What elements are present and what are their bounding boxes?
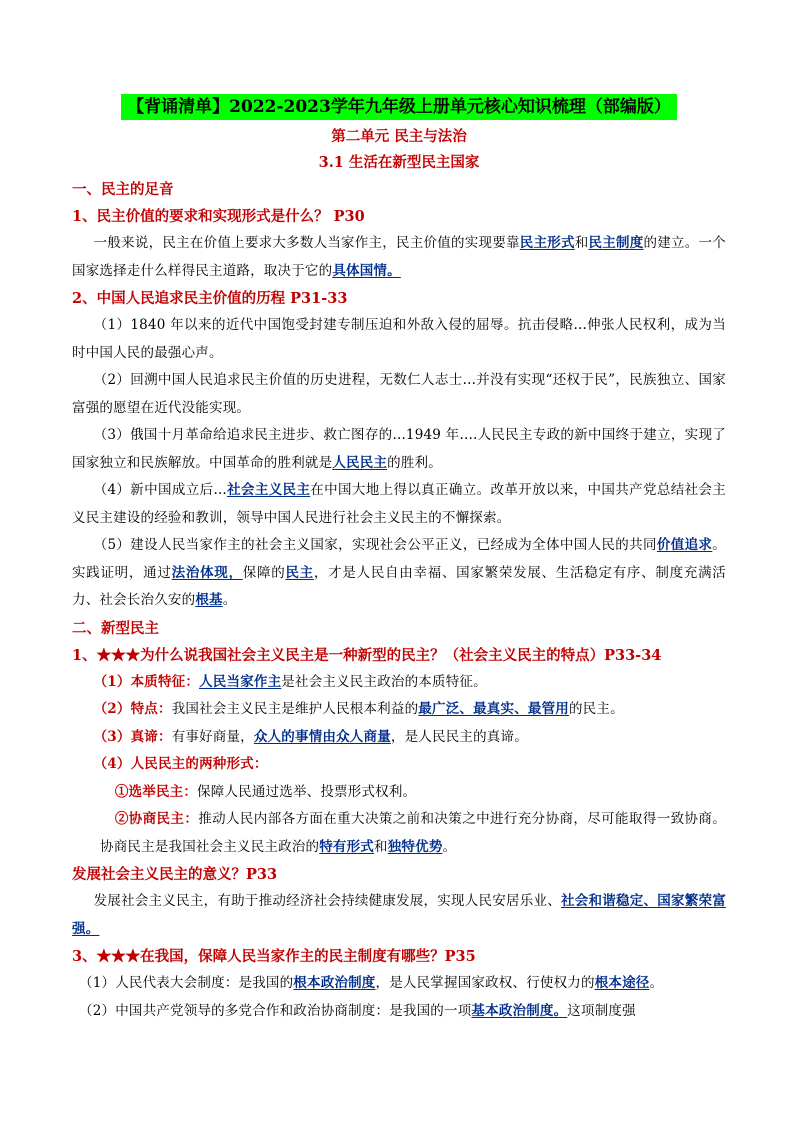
keyword: 独特优势 [387, 838, 443, 855]
item-3: （3）真谛：有事好商量，众人的事情由众人商量，是人民民主的真谛。 [93, 728, 528, 745]
keyword: 人民民主 [332, 454, 388, 471]
keyword: 众人的事情由众人商量 [253, 728, 391, 745]
question-4: 发展社会主义民主的意义？P33 [72, 866, 278, 883]
paragraph-1: （1）1840 年以来的近代中国饱受封建专制压迫和外敌入侵的屈辱。抗击侵略...伸张人民权利，成为当时中国人民的最强心声。 [72, 317, 726, 361]
lesson-heading: 3.1 生活在新型民主国家 [318, 154, 480, 171]
question-5: 3、★★★在我国，保障人民当家作主的民主制度有哪些？P35 [72, 948, 476, 965]
section-heading-2: 二、新型民主 [72, 619, 159, 637]
section-heading-1: 一、民主的足音 [72, 181, 174, 198]
keyword: 民主 [285, 564, 314, 581]
keyword: 特有形式 [319, 838, 375, 855]
keyword: 民主制度 [588, 235, 644, 251]
regime-1: （1）人民代表大会制度：是我国的根本政治制度，是人民掌握国家政权、行使权力的根本途径。 [79, 975, 664, 991]
item-2: （2）特点：我国社会主义民主是维护人民根本利益的最广泛、最真实、最管用的民主。 [93, 701, 624, 717]
keyword: 价值追求 [656, 537, 713, 553]
keyword: 根本途径 [594, 975, 650, 991]
keyword: 根本政治制度 [293, 975, 376, 991]
unit-heading: 第二单元 民主与法治 [331, 128, 467, 145]
keyword: 人民当家作主 [199, 673, 282, 690]
document-page [72, 94, 726, 1025]
title-row [72, 94, 726, 124]
answer-1: 一般来说，民主在价值上要求大多数人当家作主，民主价值的实现要靠民主形式和民主制度的建立。一个国家选择走什么样得民主道路，取决于它的具体国情。 [72, 235, 726, 279]
keyword: 基本政治制度。 [471, 1002, 568, 1019]
paragraph-4: （4）新中国成立后...社会主义民主在中国大地上得以真正确立。改革开放以来，中国共产党总结社会主义民主建设的经验和教训，领导中国人民进行社会主义民主的不懈探索。 [72, 482, 727, 526]
regime-2: （2）中国共产党领导的多党合作和政治协商制度：是我国的一项基本政治制度。这项制度强 [79, 1002, 636, 1019]
question-1: 1、民主价值的要求和实现形式是什么？ P30 [72, 208, 365, 225]
item-1: （1）本质特征：人民当家作主是社会主义民主政治的本质特征。 [93, 673, 487, 690]
star-rating: ★★★ [96, 948, 141, 965]
form-1: ①选举民主：保障人民通过选举、投票形式权利。 [114, 783, 417, 800]
paragraph-5: （5）建设人民当家作主的社会主义国家，实现社会公平正义，已经成为全体中国人民的共同价值追求。实践证明，通过法治体现，保障的民主，才是人民自由幸福、国家繁荣发展、生活稳定有序、制度充满活力、社会长治久安的根基。 [72, 537, 726, 608]
keyword: 民主形式 [519, 235, 575, 251]
paragraph-2: （2）回溯中国人民追求民主价值的历史进程，无数仁人志士...并没有实现“还权于民”，民族独立、国家富强的愿望在近代没能实现。 [72, 372, 726, 416]
keyword: 社会和谐稳定、国家繁荣富强。 [72, 893, 726, 937]
keyword: 法治体现， [171, 564, 243, 581]
document-title: 【背诵清单】2022-2023学年九年级上册单元核心知识梳理（部编版） [121, 94, 677, 120]
form-2: ②协商民主：推动人民内部各方面在重大决策之前和决策之中进行充分协商，尽可能取得一致协商。协商民主是我国社会主义民主政治的特有形式和独特优势。 [100, 811, 726, 855]
keyword: 社会主义民主 [226, 482, 311, 498]
item-4: （4）人民民主的两种形式： [93, 756, 268, 772]
keyword: 根基 [195, 592, 223, 608]
question-2: 2、中国人民追求民主价值的历程 P31-33 [72, 290, 348, 307]
keyword: 最广泛、最真实、最管用 [418, 701, 569, 717]
question-3: 1、★★★为什么说我国社会主义民主是一种新型的民主？（社会主义民主的特点）P33-34 [72, 646, 662, 664]
answer-4: 发展社会主义民主，有助于推动经济社会持续健康发展，实现人民安居乐业、社会和谐稳定、国家繁荣富强。 [72, 893, 726, 937]
paragraph-3: （3）俄国十月革命给追求民主进步、救亡图存的...1949 年....人民民主专政的新中国终于建立，实现了国家独立和民族解放。中国革命的胜利就是人民民主的胜利。 [72, 427, 726, 471]
keyword: 具体国情。 [332, 262, 401, 279]
star-rating: ★★★ [96, 646, 141, 664]
